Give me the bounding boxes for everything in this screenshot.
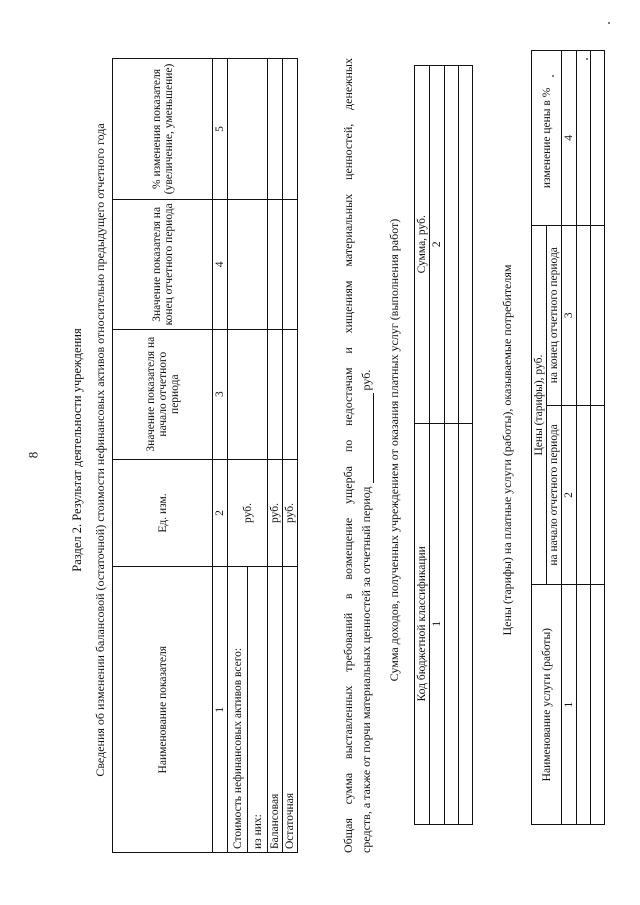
damage-text-part-a: средств, а также от порчи материальных ценностей за отчетный период [359,486,373,853]
empty-cell [577,405,591,585]
prices-table [531,50,605,825]
row-unit: руб. [268,459,283,567]
header-prices-group: Цены (тарифы), руб. [532,225,547,585]
col-number: 2 [213,459,228,567]
row-end [283,199,298,329]
empty-cell [445,66,459,424]
page-number: 8 [25,451,41,459]
col-number: 3 [562,225,577,405]
income-table [414,65,473,825]
col-number: 4 [562,51,577,226]
row-unit: руб. [228,459,268,567]
row-start [283,329,298,459]
header-sum: Сумма, руб. [415,66,430,424]
damage-text-part-b: руб. [359,369,373,391]
row-name: Стоимость нефинансовых активов всего: [228,567,248,853]
header-end: Значение показателя на конец отчетного периода [113,199,213,329]
col-number: 1 [213,567,228,853]
row-percent [228,59,268,200]
empty-cell [591,51,605,226]
damage-amount-blank [363,393,374,483]
row-name: Балансовая [268,567,283,853]
assets-table [112,58,298,853]
header-price-end: на конец отчетного периода [547,225,562,405]
header-start: Значение показателя на начало отчетного периода [113,329,213,459]
header-percent: % изменения показателя (увеличение, уменьшение) [113,59,213,200]
col-number: 4 [213,199,228,329]
col-number: 1 [430,423,445,824]
row-end [268,199,283,329]
col-number: 1 [562,585,577,825]
prices-title: Цены (тарифы) на платные услуги (работы), оказываемые потребителям [500,264,514,636]
header-price-start: на начало отчетного периода [547,405,562,585]
empty-cell [459,66,473,424]
empty-cell [591,585,605,825]
empty-cell [591,405,605,585]
row-end [228,199,268,329]
rotated-document [60,25,620,875]
row-percent [268,59,283,200]
row-name: Остаточная [283,567,298,853]
empty-cell [577,225,591,405]
section-title: Раздел 2. Результат деятельности учреждения [70,328,84,572]
empty-cell [459,423,473,824]
header-service-name: Наименование услуги (работы) [532,585,562,825]
header-budget-code: Код бюджетной классификации [415,423,430,824]
col-number: 5 [213,59,228,200]
row-start [228,329,268,459]
header-price-change: изменение цены в % [532,51,562,226]
col-number: 3 [213,329,228,459]
empty-cell [445,423,459,824]
header-unit: Ед. изм. [113,459,213,567]
col-number: 2 [562,405,577,585]
section-subtitle: Сведения об изменении балансовой (остаточной) стоимости нефинансовых активов относительно предыдущего отчетного года [93,123,107,777]
damage-text-line2 [359,58,374,853]
income-title: Сумма доходов, полученных учреждением от оказания платных услуг (выполнения работ) [387,218,401,682]
empty-cell [591,225,605,405]
damage-text-line1: Общая сумма выставленных требований в возмещение ущерба по недостачам и хищениям материальных ценностей, денежных [341,58,355,853]
row-percent [283,59,298,200]
empty-cell [577,585,591,825]
col-number: 2 [430,66,445,424]
header-name: Наименование показателя [113,567,213,853]
row-unit: руб. [283,459,298,567]
row-name: из них: [248,567,268,853]
empty-cell [577,51,591,226]
row-start [268,329,283,459]
